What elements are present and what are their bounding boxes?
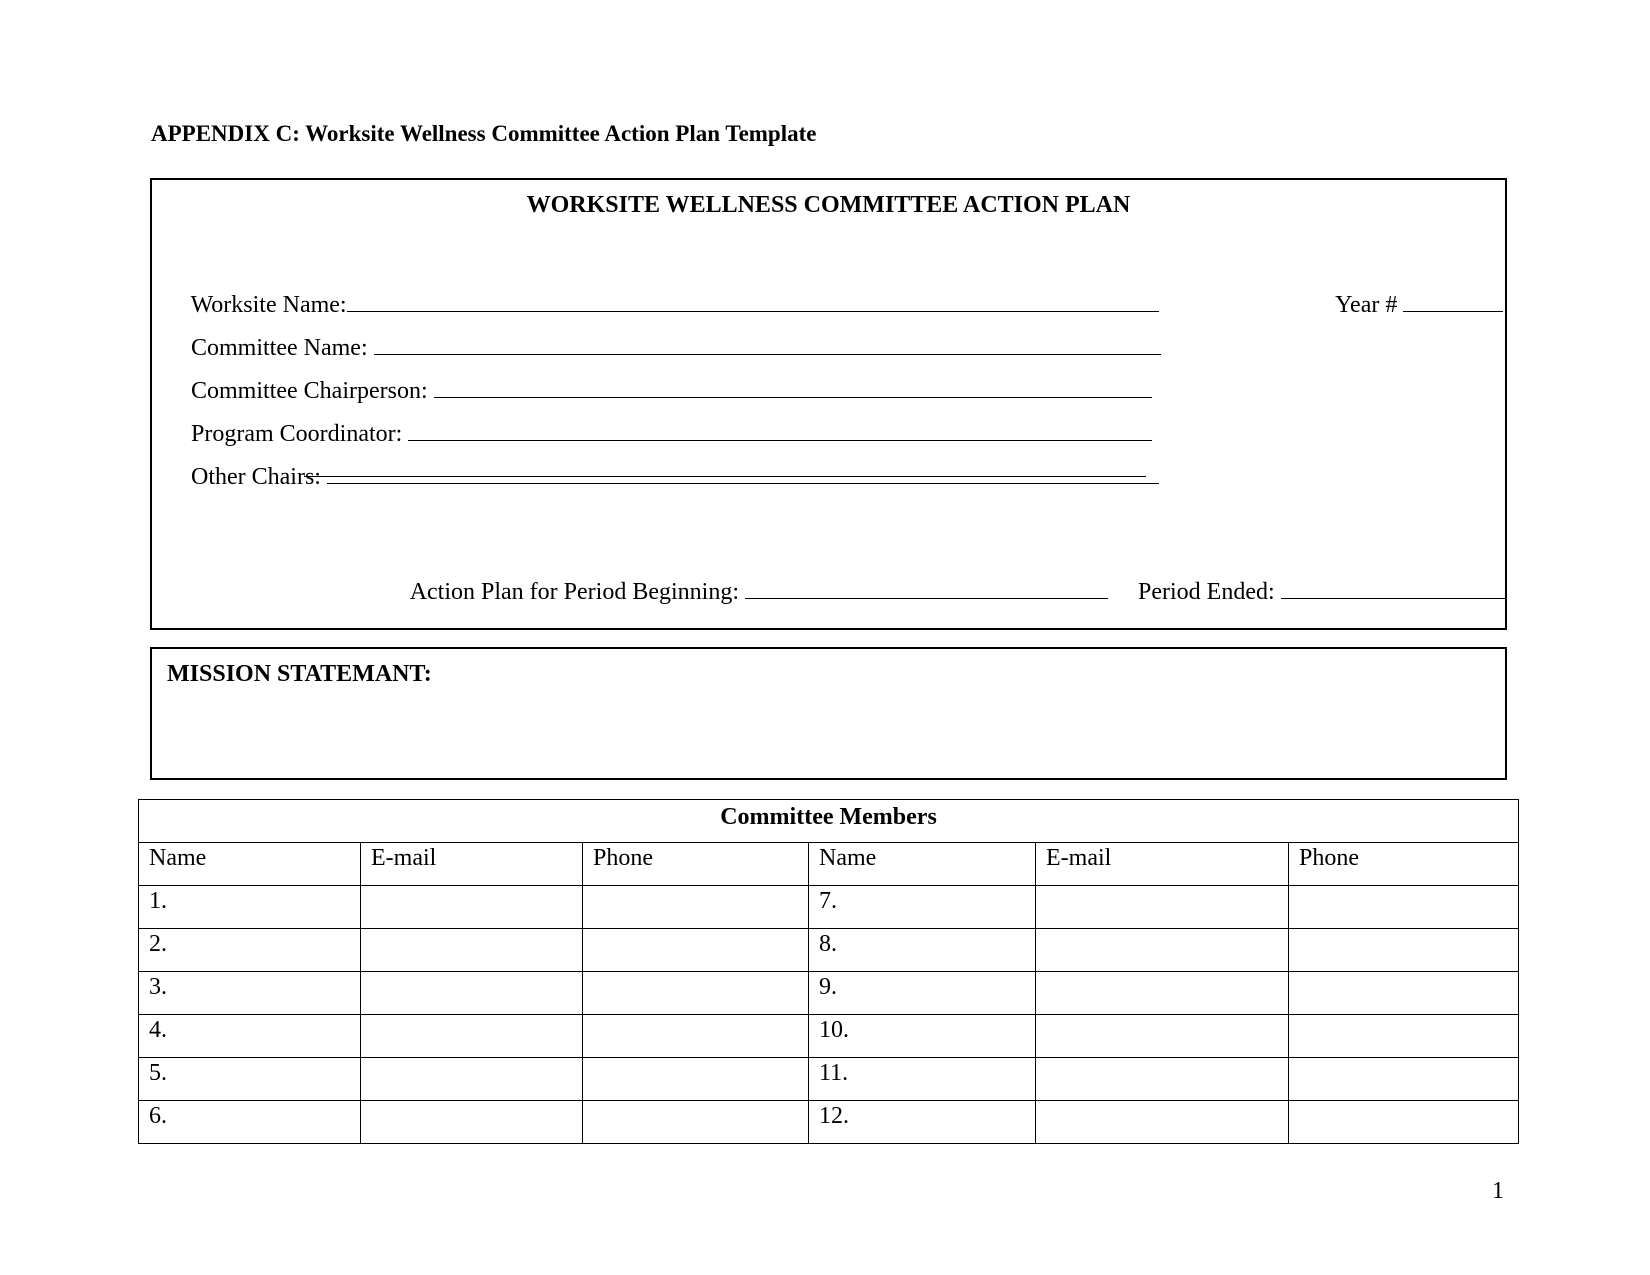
committee-chairperson-label: Committee Chairperson: [191, 378, 428, 404]
member-name-cell[interactable]: 7. [809, 886, 1036, 929]
other-chairs-field[interactable] [167, 432, 1159, 522]
member-email-cell[interactable] [361, 1058, 583, 1101]
program-coordinator-label: Program Coordinator: [191, 421, 403, 447]
member-name-cell[interactable]: 10. [809, 1015, 1036, 1058]
table-row [139, 1101, 1519, 1144]
other-chairs-line-2[interactable] [304, 474, 1146, 477]
header-email-right: E-mail [1036, 843, 1289, 886]
member-phone-cell[interactable] [1289, 886, 1519, 929]
member-email-cell[interactable] [361, 972, 583, 1015]
member-email-cell[interactable] [1036, 1015, 1289, 1058]
member-email-cell[interactable] [1036, 1058, 1289, 1101]
table-row [139, 886, 1519, 929]
member-name-cell[interactable]: 6. [139, 1101, 361, 1144]
member-name-cell[interactable]: 9. [809, 972, 1036, 1015]
member-phone-cell[interactable] [583, 886, 809, 929]
action-plan-title: WORKSITE WELLNESS COMMITTEE ACTION PLAN [526, 192, 1131, 218]
member-phone-cell[interactable] [583, 1101, 809, 1144]
committee-members-table [138, 799, 1519, 1144]
member-phone-cell[interactable] [1289, 1058, 1519, 1101]
table-row [139, 1058, 1519, 1101]
period-beginning-label: Action Plan for Period Beginning: [409, 579, 739, 605]
member-phone-cell[interactable] [583, 929, 809, 972]
worksite-name-label: Worksite Name: [190, 292, 347, 318]
action-plan-box [150, 178, 1507, 630]
committee-members-caption: Committee Members [139, 800, 1519, 843]
member-email-cell[interactable] [361, 1015, 583, 1058]
member-phone-cell[interactable] [1289, 1101, 1519, 1144]
member-email-cell[interactable] [361, 886, 583, 929]
member-phone-cell[interactable] [1289, 1015, 1519, 1058]
member-phone-cell[interactable] [583, 1058, 809, 1101]
year-field[interactable] [1312, 260, 1503, 350]
member-email-cell[interactable] [1036, 886, 1289, 929]
member-email-cell[interactable] [1036, 972, 1289, 1015]
member-phone-cell[interactable] [583, 972, 809, 1015]
member-name-cell[interactable]: 1. [139, 886, 361, 929]
table-row [139, 929, 1519, 972]
member-name-cell[interactable]: 11. [809, 1058, 1036, 1101]
year-line[interactable] [1403, 291, 1503, 312]
table-caption-row [139, 800, 1519, 843]
member-phone-cell[interactable] [1289, 929, 1519, 972]
period-beginning-line[interactable] [745, 578, 1108, 599]
table-row [139, 1015, 1519, 1058]
page-number: 1 [1492, 1178, 1504, 1204]
member-name-cell[interactable]: 2. [139, 929, 361, 972]
period-ended-line[interactable] [1281, 578, 1505, 599]
period-ended-field[interactable] [1114, 547, 1505, 637]
member-email-cell[interactable] [1036, 929, 1289, 972]
header-phone-left: Phone [583, 843, 809, 886]
table-header-row [139, 843, 1519, 886]
member-phone-cell[interactable] [1289, 972, 1519, 1015]
mission-statement-box[interactable] [150, 647, 1507, 780]
header-name-right: Name [809, 843, 1036, 886]
mission-statement-label: MISSION STATEMANT: [167, 661, 432, 687]
table-row [139, 972, 1519, 1015]
header-phone-right: Phone [1289, 843, 1519, 886]
member-name-cell[interactable]: 5. [139, 1058, 361, 1101]
member-name-cell[interactable]: 3. [139, 972, 361, 1015]
appendix-title: APPENDIX C: Worksite Wellness Committee Action Plan Template [151, 121, 817, 146]
member-name-cell[interactable]: 12. [809, 1101, 1036, 1144]
member-email-cell[interactable] [1036, 1101, 1289, 1144]
header-name-left: Name [139, 843, 361, 886]
member-email-cell[interactable] [361, 929, 583, 972]
committee-name-label: Committee Name: [191, 335, 368, 361]
header-email-left: E-mail [361, 843, 583, 886]
period-ended-label: Period Ended: [1138, 579, 1275, 605]
year-label: Year # [1335, 292, 1398, 318]
member-email-cell[interactable] [361, 1101, 583, 1144]
member-phone-cell[interactable] [583, 1015, 809, 1058]
member-name-cell[interactable]: 8. [809, 929, 1036, 972]
member-name-cell[interactable]: 4. [139, 1015, 361, 1058]
other-chairs-label: Other Chairs: [191, 464, 321, 490]
period-beginning-field[interactable] [387, 547, 1108, 637]
